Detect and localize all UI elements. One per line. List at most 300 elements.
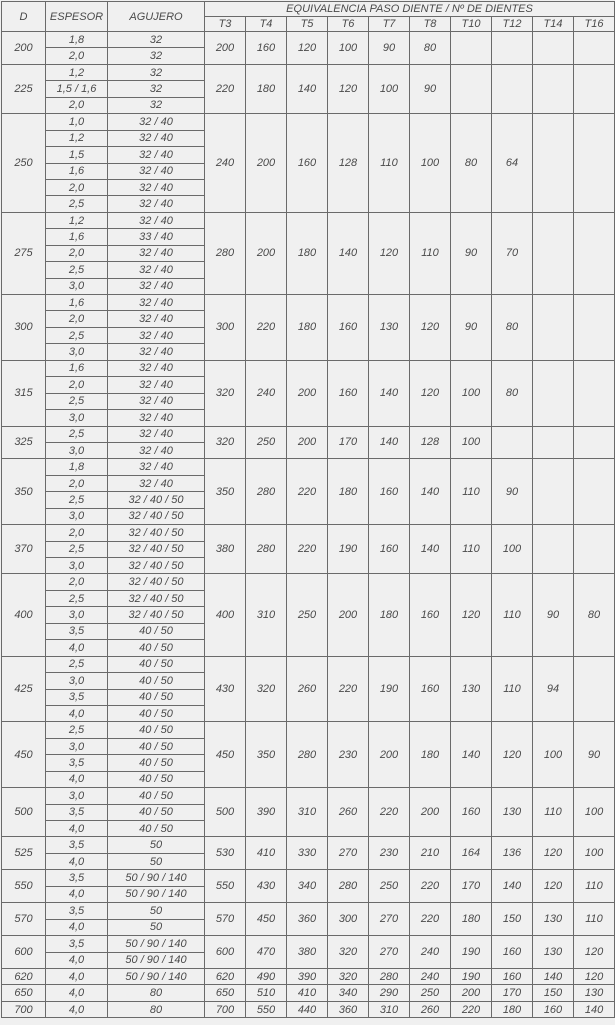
teeth-count-cell: 260 bbox=[410, 1001, 451, 1017]
bore-cell: 40 / 50 bbox=[108, 821, 205, 837]
thickness-cell: 4,0 bbox=[46, 886, 108, 902]
bore-cell: 40 / 50 bbox=[108, 640, 205, 656]
teeth-count-cell: 320 bbox=[205, 360, 246, 426]
teeth-count-cell: 120 bbox=[574, 936, 615, 969]
teeth-count-cell: 360 bbox=[287, 903, 328, 936]
teeth-count-cell bbox=[574, 212, 615, 294]
teeth-count-cell: 200 bbox=[287, 360, 328, 426]
thickness-cell: 4,0 bbox=[46, 1001, 108, 1017]
teeth-count-cell: 140 bbox=[369, 360, 410, 426]
teeth-count-cell: 350 bbox=[205, 459, 246, 525]
table-body bbox=[2, 32, 615, 1018]
teeth-count-cell bbox=[574, 32, 615, 65]
thickness-cell: 4,0 bbox=[46, 853, 108, 869]
teeth-count-cell: 140 bbox=[410, 459, 451, 525]
header-d: D bbox=[2, 2, 46, 32]
table-row bbox=[2, 426, 615, 442]
teeth-count-cell: 110 bbox=[533, 788, 574, 837]
thickness-cell: 1,6 bbox=[46, 295, 108, 311]
teeth-count-cell: 160 bbox=[533, 1001, 574, 1017]
teeth-count-cell: 180 bbox=[492, 1001, 533, 1017]
teeth-count-cell: 550 bbox=[246, 1001, 287, 1017]
diameter-cell: 250 bbox=[2, 114, 46, 213]
teeth-count-cell bbox=[533, 32, 574, 65]
diameter-cell: 325 bbox=[2, 426, 46, 459]
diameter-cell: 425 bbox=[2, 656, 46, 722]
thickness-cell: 2,0 bbox=[46, 48, 108, 64]
diameter-cell: 400 bbox=[2, 574, 46, 656]
table-row bbox=[2, 1001, 615, 1017]
teeth-count-cell: 110 bbox=[492, 574, 533, 656]
bore-cell: 50 bbox=[108, 853, 205, 869]
teeth-count-cell: 390 bbox=[287, 968, 328, 984]
teeth-count-cell: 100 bbox=[451, 360, 492, 426]
bore-cell: 50 bbox=[108, 919, 205, 935]
teeth-count-cell: 160 bbox=[410, 656, 451, 722]
bore-cell: 32 / 40 bbox=[108, 426, 205, 442]
table-row bbox=[2, 968, 615, 984]
teeth-count-cell: 220 bbox=[410, 903, 451, 936]
thickness-cell: 1,0 bbox=[46, 114, 108, 130]
teeth-count-cell: 340 bbox=[328, 985, 369, 1001]
bore-cell: 40 / 50 bbox=[108, 804, 205, 820]
teeth-count-cell: 700 bbox=[205, 1001, 246, 1017]
bore-cell: 32 bbox=[108, 64, 205, 80]
thickness-cell: 2,5 bbox=[46, 492, 108, 508]
teeth-count-cell: 220 bbox=[287, 525, 328, 574]
table-row bbox=[2, 903, 615, 919]
diameter-cell: 620 bbox=[2, 968, 46, 984]
thickness-cell: 2,5 bbox=[46, 327, 108, 343]
bore-cell: 50 bbox=[108, 837, 205, 853]
thickness-cell: 3,0 bbox=[46, 410, 108, 426]
teeth-count-cell: 140 bbox=[369, 426, 410, 459]
bore-cell: 40 / 50 bbox=[108, 722, 205, 738]
teeth-count-cell: 140 bbox=[533, 968, 574, 984]
bore-cell: 50 / 90 / 140 bbox=[108, 886, 205, 902]
bore-cell: 32 / 40 bbox=[108, 295, 205, 311]
diameter-cell: 225 bbox=[2, 64, 46, 113]
thickness-cell: 1,2 bbox=[46, 130, 108, 146]
thickness-cell: 1,6 bbox=[46, 163, 108, 179]
teeth-count-cell: 620 bbox=[205, 968, 246, 984]
teeth-count-cell: 120 bbox=[574, 968, 615, 984]
teeth-count-cell: 160 bbox=[410, 574, 451, 656]
thickness-cell: 1,8 bbox=[46, 459, 108, 475]
teeth-count-cell: 230 bbox=[369, 837, 410, 870]
thickness-cell: 2,0 bbox=[46, 179, 108, 195]
teeth-count-cell bbox=[574, 656, 615, 722]
teeth-count-cell: 140 bbox=[492, 870, 533, 903]
teeth-count-cell: 190 bbox=[369, 656, 410, 722]
teeth-count-cell: 180 bbox=[287, 295, 328, 361]
bore-cell: 32 bbox=[108, 81, 205, 97]
thickness-cell: 2,5 bbox=[46, 262, 108, 278]
diameter-cell: 315 bbox=[2, 360, 46, 426]
thickness-cell: 1,2 bbox=[46, 64, 108, 80]
teeth-count-cell bbox=[574, 295, 615, 361]
bore-cell: 32 / 40 bbox=[108, 475, 205, 491]
diameter-cell: 300 bbox=[2, 295, 46, 361]
bore-cell: 32 / 40 / 50 bbox=[108, 607, 205, 623]
bore-cell: 32 / 40 bbox=[108, 344, 205, 360]
header-pitch: T16 bbox=[574, 17, 615, 32]
teeth-count-cell bbox=[533, 525, 574, 574]
thickness-cell: 2,0 bbox=[46, 377, 108, 393]
diameter-cell: 450 bbox=[2, 722, 46, 788]
teeth-count-cell: 100 bbox=[533, 722, 574, 788]
thickness-cell: 3,5 bbox=[46, 870, 108, 886]
teeth-count-cell: 120 bbox=[287, 32, 328, 65]
teeth-count-cell: 190 bbox=[328, 525, 369, 574]
header-pitch: T7 bbox=[369, 17, 410, 32]
teeth-count-cell: 210 bbox=[410, 837, 451, 870]
teeth-count-cell: 90 bbox=[451, 212, 492, 294]
bore-cell: 40 / 50 bbox=[108, 705, 205, 721]
table-row bbox=[2, 870, 615, 886]
teeth-count-cell: 430 bbox=[246, 870, 287, 903]
teeth-count-cell: 120 bbox=[369, 212, 410, 294]
teeth-count-cell: 130 bbox=[492, 788, 533, 837]
teeth-count-cell: 310 bbox=[287, 788, 328, 837]
header-pitch: T8 bbox=[410, 17, 451, 32]
teeth-count-cell: 136 bbox=[492, 837, 533, 870]
table-row bbox=[2, 295, 615, 311]
teeth-count-cell bbox=[451, 32, 492, 65]
teeth-count-cell bbox=[574, 114, 615, 213]
teeth-count-cell: 220 bbox=[328, 656, 369, 722]
teeth-count-cell: 220 bbox=[205, 64, 246, 113]
header-pitch: T10 bbox=[451, 17, 492, 32]
teeth-count-cell: 120 bbox=[410, 295, 451, 361]
thickness-cell: 3,5 bbox=[46, 837, 108, 853]
teeth-count-cell: 200 bbox=[410, 788, 451, 837]
teeth-count-cell: 130 bbox=[533, 903, 574, 936]
teeth-count-cell bbox=[492, 32, 533, 65]
teeth-count-cell: 150 bbox=[533, 985, 574, 1001]
bore-cell: 32 / 40 bbox=[108, 360, 205, 376]
header-agujero: AGUJERO bbox=[108, 2, 205, 32]
bore-cell: 32 / 40 / 50 bbox=[108, 574, 205, 590]
teeth-count-cell: 240 bbox=[205, 114, 246, 213]
table-row bbox=[2, 360, 615, 376]
thickness-cell: 2,5 bbox=[46, 393, 108, 409]
teeth-count-cell: 90 bbox=[410, 64, 451, 113]
teeth-count-cell: 100 bbox=[451, 426, 492, 459]
bore-cell: 32 / 40 / 50 bbox=[108, 590, 205, 606]
teeth-count-cell: 180 bbox=[451, 903, 492, 936]
bore-cell: 50 / 90 / 140 bbox=[108, 936, 205, 952]
diameter-cell: 350 bbox=[2, 459, 46, 525]
diameter-cell: 200 bbox=[2, 32, 46, 65]
thickness-cell: 2,0 bbox=[46, 245, 108, 261]
teeth-count-cell: 530 bbox=[205, 837, 246, 870]
bore-cell: 40 / 50 bbox=[108, 623, 205, 639]
teeth-count-cell: 280 bbox=[369, 968, 410, 984]
teeth-count-cell bbox=[574, 459, 615, 525]
teeth-count-cell: 280 bbox=[328, 870, 369, 903]
teeth-count-cell bbox=[492, 64, 533, 113]
thickness-cell: 2,5 bbox=[46, 541, 108, 557]
bore-cell: 32 / 40 bbox=[108, 114, 205, 130]
teeth-count-cell: 320 bbox=[246, 656, 287, 722]
diameter-cell: 650 bbox=[2, 985, 46, 1001]
diameter-cell: 525 bbox=[2, 837, 46, 870]
teeth-count-cell: 450 bbox=[246, 903, 287, 936]
teeth-count-cell: 200 bbox=[328, 574, 369, 656]
teeth-count-cell: 200 bbox=[287, 426, 328, 459]
bore-cell: 32 / 40 bbox=[108, 278, 205, 294]
teeth-count-cell: 550 bbox=[205, 870, 246, 903]
teeth-count-cell: 410 bbox=[287, 985, 328, 1001]
bore-cell: 32 / 40 / 50 bbox=[108, 525, 205, 541]
saw-blade-equivalence-table bbox=[1, 1, 615, 1018]
teeth-count-cell: 270 bbox=[369, 936, 410, 969]
teeth-count-cell: 170 bbox=[492, 985, 533, 1001]
teeth-count-cell: 120 bbox=[533, 837, 574, 870]
thickness-cell: 4,0 bbox=[46, 640, 108, 656]
teeth-count-cell bbox=[533, 64, 574, 113]
thickness-cell: 3,5 bbox=[46, 755, 108, 771]
bore-cell: 32 / 40 / 50 bbox=[108, 508, 205, 524]
diameter-cell: 570 bbox=[2, 903, 46, 936]
bore-cell: 40 / 50 bbox=[108, 771, 205, 787]
header-espesor: ESPESOR bbox=[46, 2, 108, 32]
diameter-cell: 275 bbox=[2, 212, 46, 294]
header-pitch: T4 bbox=[246, 17, 287, 32]
teeth-count-cell: 140 bbox=[287, 64, 328, 113]
thickness-cell: 2,5 bbox=[46, 590, 108, 606]
teeth-count-cell: 120 bbox=[533, 870, 574, 903]
bore-cell: 32 / 40 bbox=[108, 179, 205, 195]
thickness-cell: 4,0 bbox=[46, 771, 108, 787]
teeth-count-cell: 280 bbox=[287, 722, 328, 788]
teeth-count-cell: 160 bbox=[328, 295, 369, 361]
teeth-count-cell bbox=[533, 360, 574, 426]
teeth-count-cell: 130 bbox=[451, 656, 492, 722]
bore-cell: 32 / 40 bbox=[108, 245, 205, 261]
teeth-count-cell: 180 bbox=[287, 212, 328, 294]
thickness-cell: 4,0 bbox=[46, 968, 108, 984]
table-row bbox=[2, 574, 615, 590]
thickness-cell: 1,6 bbox=[46, 229, 108, 245]
bore-cell: 40 / 50 bbox=[108, 673, 205, 689]
table-row bbox=[2, 722, 615, 738]
teeth-count-cell: 90 bbox=[369, 32, 410, 65]
teeth-count-cell: 220 bbox=[287, 459, 328, 525]
teeth-count-cell: 80 bbox=[574, 574, 615, 656]
teeth-count-cell: 170 bbox=[328, 426, 369, 459]
teeth-count-cell: 100 bbox=[574, 788, 615, 837]
teeth-count-cell: 470 bbox=[246, 936, 287, 969]
teeth-count-cell: 90 bbox=[451, 295, 492, 361]
header-pitch: T5 bbox=[287, 17, 328, 32]
bore-cell: 50 bbox=[108, 903, 205, 919]
teeth-count-cell: 190 bbox=[451, 968, 492, 984]
teeth-count-cell bbox=[492, 426, 533, 459]
teeth-count-cell: 440 bbox=[287, 1001, 328, 1017]
teeth-count-cell: 240 bbox=[410, 936, 451, 969]
thickness-cell: 3,0 bbox=[46, 788, 108, 804]
saw-blade-table-sheet bbox=[0, 1, 615, 1025]
thickness-cell: 4,0 bbox=[46, 952, 108, 968]
teeth-count-cell: 450 bbox=[205, 722, 246, 788]
thickness-cell: 2,0 bbox=[46, 475, 108, 491]
header-equivalencia: EQUIVALENCIA PASO DIENTE / Nº DE DIENTES bbox=[205, 2, 615, 17]
bore-cell: 32 / 40 bbox=[108, 311, 205, 327]
teeth-count-cell: 180 bbox=[246, 64, 287, 113]
thickness-cell: 2,0 bbox=[46, 311, 108, 327]
teeth-count-cell: 200 bbox=[369, 722, 410, 788]
table-row bbox=[2, 32, 615, 48]
thickness-cell: 1,6 bbox=[46, 360, 108, 376]
teeth-count-cell: 100 bbox=[574, 837, 615, 870]
teeth-count-cell: 130 bbox=[574, 985, 615, 1001]
teeth-count-cell: 390 bbox=[246, 788, 287, 837]
teeth-count-cell: 128 bbox=[410, 426, 451, 459]
teeth-count-cell bbox=[533, 114, 574, 213]
teeth-count-cell: 250 bbox=[369, 870, 410, 903]
thickness-cell: 4,0 bbox=[46, 985, 108, 1001]
table-row bbox=[2, 64, 615, 80]
teeth-count-cell: 140 bbox=[574, 1001, 615, 1017]
teeth-count-cell: 120 bbox=[451, 574, 492, 656]
teeth-count-cell: 164 bbox=[451, 837, 492, 870]
table-row bbox=[2, 525, 615, 541]
teeth-count-cell: 70 bbox=[492, 212, 533, 294]
teeth-count-cell: 110 bbox=[451, 459, 492, 525]
bore-cell: 32 / 40 bbox=[108, 327, 205, 343]
teeth-count-cell: 300 bbox=[205, 295, 246, 361]
teeth-count-cell: 490 bbox=[246, 968, 287, 984]
teeth-count-cell: 220 bbox=[246, 295, 287, 361]
diameter-cell: 500 bbox=[2, 788, 46, 837]
teeth-count-cell: 310 bbox=[369, 1001, 410, 1017]
teeth-count-cell: 250 bbox=[246, 426, 287, 459]
teeth-count-cell: 340 bbox=[287, 870, 328, 903]
teeth-count-cell: 320 bbox=[328, 968, 369, 984]
teeth-count-cell: 180 bbox=[328, 459, 369, 525]
bore-cell: 40 / 50 bbox=[108, 738, 205, 754]
teeth-count-cell: 250 bbox=[410, 985, 451, 1001]
thickness-cell: 3,0 bbox=[46, 508, 108, 524]
teeth-count-cell: 510 bbox=[246, 985, 287, 1001]
teeth-count-cell: 500 bbox=[205, 788, 246, 837]
teeth-count-cell: 110 bbox=[574, 903, 615, 936]
thickness-cell: 3,5 bbox=[46, 623, 108, 639]
bore-cell: 32 / 40 bbox=[108, 163, 205, 179]
thickness-cell: 3,0 bbox=[46, 558, 108, 574]
teeth-count-cell: 250 bbox=[287, 574, 328, 656]
bore-cell: 32 / 40 / 50 bbox=[108, 558, 205, 574]
teeth-count-cell: 140 bbox=[451, 722, 492, 788]
teeth-count-cell: 140 bbox=[328, 212, 369, 294]
thickness-cell: 4,0 bbox=[46, 919, 108, 935]
teeth-count-cell: 260 bbox=[287, 656, 328, 722]
thickness-cell: 1,5 bbox=[46, 147, 108, 163]
teeth-count-cell: 110 bbox=[574, 870, 615, 903]
teeth-count-cell: 80 bbox=[492, 295, 533, 361]
thickness-cell: 3,0 bbox=[46, 738, 108, 754]
bore-cell: 32 / 40 bbox=[108, 147, 205, 163]
teeth-count-cell: 160 bbox=[369, 525, 410, 574]
thickness-cell: 3,5 bbox=[46, 689, 108, 705]
teeth-count-cell: 200 bbox=[246, 212, 287, 294]
teeth-count-cell: 200 bbox=[246, 114, 287, 213]
thickness-cell: 2,5 bbox=[46, 196, 108, 212]
bore-cell: 50 / 90 / 140 bbox=[108, 968, 205, 984]
bore-cell: 32 / 40 bbox=[108, 410, 205, 426]
teeth-count-cell: 650 bbox=[205, 985, 246, 1001]
bore-cell: 32 / 40 bbox=[108, 196, 205, 212]
table-row bbox=[2, 985, 615, 1001]
table-row bbox=[2, 114, 615, 130]
teeth-count-cell: 160 bbox=[492, 936, 533, 969]
teeth-count-cell: 80 bbox=[410, 32, 451, 65]
teeth-count-cell bbox=[533, 426, 574, 459]
thickness-cell: 2,5 bbox=[46, 656, 108, 672]
thickness-cell: 2,5 bbox=[46, 426, 108, 442]
teeth-count-cell: 100 bbox=[492, 525, 533, 574]
bore-cell: 80 bbox=[108, 985, 205, 1001]
bore-cell: 32 / 40 bbox=[108, 262, 205, 278]
teeth-count-cell: 100 bbox=[369, 64, 410, 113]
bore-cell: 32 / 40 bbox=[108, 377, 205, 393]
teeth-count-cell: 400 bbox=[205, 574, 246, 656]
teeth-count-cell: 90 bbox=[574, 722, 615, 788]
header-pitch: T14 bbox=[533, 17, 574, 32]
teeth-count-cell: 90 bbox=[533, 574, 574, 656]
bore-cell: 50 / 90 / 140 bbox=[108, 870, 205, 886]
bore-cell: 32 / 40 bbox=[108, 459, 205, 475]
thickness-cell: 2,0 bbox=[46, 574, 108, 590]
bore-cell: 40 / 50 bbox=[108, 755, 205, 771]
teeth-count-cell bbox=[451, 64, 492, 113]
teeth-count-cell: 130 bbox=[369, 295, 410, 361]
teeth-count-cell bbox=[574, 64, 615, 113]
thickness-cell: 2,0 bbox=[46, 97, 108, 113]
teeth-count-cell: 110 bbox=[369, 114, 410, 213]
teeth-count-cell: 180 bbox=[369, 574, 410, 656]
bore-cell: 32 / 40 / 50 bbox=[108, 492, 205, 508]
teeth-count-cell: 600 bbox=[205, 936, 246, 969]
table-row bbox=[2, 837, 615, 853]
teeth-count-cell: 240 bbox=[410, 968, 451, 984]
teeth-count-cell bbox=[533, 459, 574, 525]
thickness-cell: 3,0 bbox=[46, 673, 108, 689]
thickness-cell: 3,0 bbox=[46, 278, 108, 294]
teeth-count-cell: 160 bbox=[451, 788, 492, 837]
thickness-cell: 3,0 bbox=[46, 607, 108, 623]
teeth-count-cell: 360 bbox=[328, 1001, 369, 1017]
thickness-cell: 1,5 / 1,6 bbox=[46, 81, 108, 97]
table-header bbox=[2, 2, 615, 32]
table-row bbox=[2, 459, 615, 475]
bore-cell: 33 / 40 bbox=[108, 229, 205, 245]
teeth-count-cell: 120 bbox=[410, 360, 451, 426]
header-pitch: T12 bbox=[492, 17, 533, 32]
teeth-count-cell: 240 bbox=[246, 360, 287, 426]
thickness-cell: 1,2 bbox=[46, 212, 108, 228]
bore-cell: 32 / 40 bbox=[108, 393, 205, 409]
teeth-count-cell: 220 bbox=[451, 1001, 492, 1017]
teeth-count-cell: 150 bbox=[492, 903, 533, 936]
teeth-count-cell: 128 bbox=[328, 114, 369, 213]
diameter-cell: 600 bbox=[2, 936, 46, 969]
bore-cell: 80 bbox=[108, 1001, 205, 1017]
teeth-count-cell: 290 bbox=[369, 985, 410, 1001]
teeth-count-cell: 270 bbox=[328, 837, 369, 870]
